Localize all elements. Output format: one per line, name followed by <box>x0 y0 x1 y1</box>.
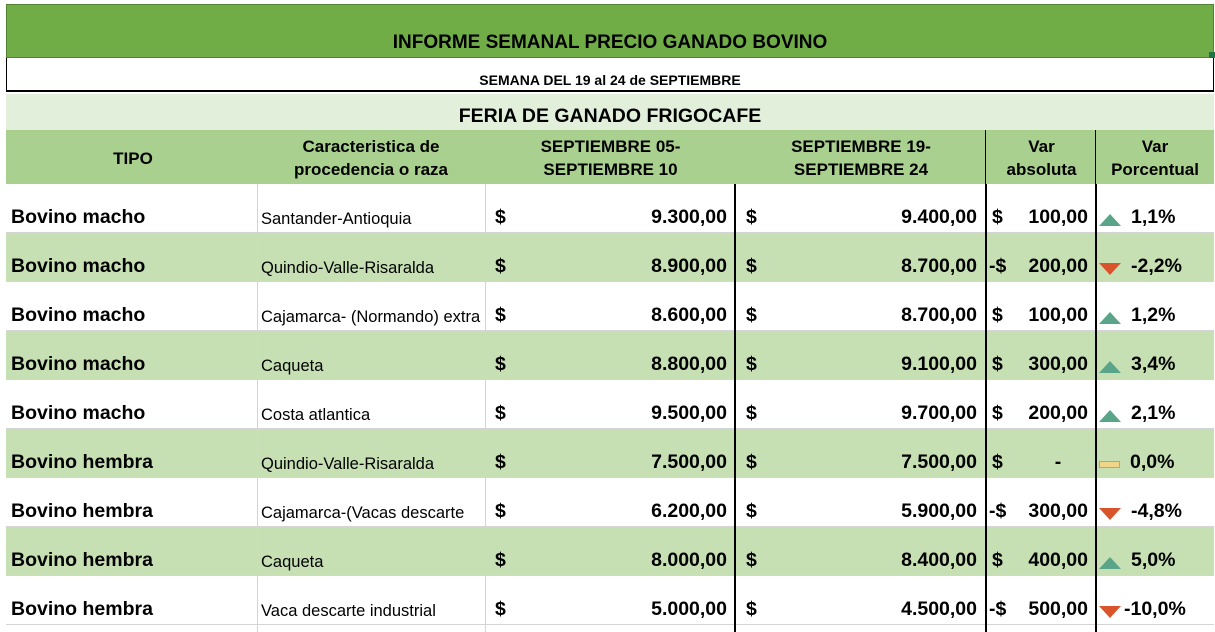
cell-currency-symbol[interactable]: $ <box>746 353 757 375</box>
cell-var-abs-sign[interactable]: -$ <box>989 255 1007 277</box>
column-divider <box>734 184 736 632</box>
trend-up-icon <box>1099 361 1121 373</box>
week-label[interactable]: SEMANA DEL 19 al 24 de SEPTIEMBRE <box>6 58 1214 92</box>
header-var-absoluta[interactable] <box>988 133 1095 183</box>
cell-var-pct[interactable] <box>1099 331 1212 380</box>
cell-price-period1[interactable]: 7.500,00 <box>651 451 727 473</box>
cell-var-pct-value: 0,0% <box>1130 451 1175 473</box>
trend-down-icon <box>1099 508 1121 520</box>
trend-up-icon <box>1099 410 1121 422</box>
cell-currency-symbol[interactable]: $ <box>495 549 506 571</box>
cell-currency-symbol[interactable]: $ <box>746 255 757 277</box>
report-title[interactable]: INFORME SEMANAL PRECIO GANADO BOVINO <box>6 4 1214 58</box>
cell-currency-symbol[interactable]: $ <box>746 206 757 228</box>
cell-var-pct[interactable] <box>1099 233 1212 282</box>
column-divider <box>985 130 986 184</box>
cell-tipo[interactable]: Bovino hembra <box>11 451 153 473</box>
cell-var-abs[interactable]: 300,00 <box>1028 500 1088 522</box>
cell-var-pct[interactable] <box>1099 478 1212 527</box>
cell-tipo[interactable]: Bovino macho <box>11 255 146 277</box>
trend-up-icon <box>1099 214 1121 226</box>
cell-var-abs[interactable]: 200,00 <box>1028 402 1088 424</box>
cell-procedencia[interactable]: Quindio-Valle-Risaralda <box>261 455 435 473</box>
cell-procedencia[interactable]: Vaca descarte industrial <box>261 602 436 620</box>
cell-procedencia[interactable]: Caqueta <box>261 357 324 375</box>
cell-var-pct[interactable] <box>1099 184 1212 233</box>
cell-var-abs-sign[interactable]: -$ <box>989 598 1007 620</box>
cell-currency-symbol[interactable]: $ <box>495 206 506 228</box>
cell-price-period1[interactable]: 9.500,00 <box>651 402 727 424</box>
cell-price-period2[interactable]: 8.700,00 <box>901 255 977 277</box>
cell-currency-symbol[interactable]: $ <box>495 304 506 326</box>
trend-flat-icon <box>1099 461 1120 468</box>
cell-tipo[interactable]: Bovino hembra <box>11 598 153 620</box>
cell-procedencia[interactable]: Cajamarca-(Vacas descarte <box>261 504 465 522</box>
cell-currency-symbol[interactable]: $ <box>746 598 757 620</box>
cell-currency-symbol[interactable]: $ <box>746 451 757 473</box>
cell-currency-symbol[interactable]: $ <box>495 353 506 375</box>
trend-up-icon <box>1099 312 1121 324</box>
header-procedencia-line2: procedencia o raza <box>293 160 448 179</box>
trend-down-icon <box>1099 606 1121 618</box>
cell-var-pct-value: -2,2% <box>1131 255 1182 277</box>
column-gridline <box>485 184 486 632</box>
header-period1-line1: SEPTIEMBRE 05- <box>540 137 681 156</box>
cell-tipo[interactable]: Bovino macho <box>11 304 146 326</box>
cell-price-period1[interactable]: 8.600,00 <box>651 304 727 326</box>
feria-title[interactable]: FERIA DE GANADO FRIGOCAFE <box>6 94 1214 130</box>
cell-var-abs[interactable]: 400,00 <box>1028 549 1088 571</box>
cell-currency-symbol[interactable]: $ <box>746 549 757 571</box>
cell-var-pct-value: -4,8% <box>1131 500 1182 522</box>
cell-price-period1[interactable]: 8.900,00 <box>651 255 727 277</box>
cell-price-period2[interactable]: 5.900,00 <box>901 500 977 522</box>
cell-var-pct-value: 5,0% <box>1131 549 1176 571</box>
header-var-pct-line2: Porcentual <box>1111 160 1199 179</box>
header-var-porcentual[interactable] <box>1098 133 1212 183</box>
header-var-abs-line1: Var <box>1028 137 1055 156</box>
cell-var-abs-sign[interactable]: $ <box>992 549 1003 571</box>
cell-currency-symbol[interactable]: $ <box>746 402 757 424</box>
cell-var-abs[interactable]: 300,00 <box>1028 353 1088 375</box>
cell-price-period1[interactable]: 8.800,00 <box>651 353 727 375</box>
cell-var-abs[interactable]: 100,00 <box>1028 206 1088 228</box>
cell-price-period1[interactable]: 6.200,00 <box>651 500 727 522</box>
header-period2-line1: SEPTIEMBRE 19- <box>791 137 931 156</box>
cell-var-pct-value: -10,0% <box>1124 598 1186 620</box>
header-period1[interactable] <box>487 133 734 183</box>
trend-down-icon <box>1099 263 1121 275</box>
cell-price-period1[interactable]: 8.000,00 <box>651 549 727 571</box>
cell-var-abs-sign[interactable]: -$ <box>989 500 1007 522</box>
cell-var-abs-sign[interactable]: $ <box>992 402 1003 424</box>
header-procedencia-line1: Caracteristica de <box>302 137 440 156</box>
header-period1-line2: SEPTIEMBRE 10 <box>543 160 678 179</box>
cell-currency-symbol[interactable]: $ <box>495 451 506 473</box>
cell-currency-symbol[interactable]: $ <box>495 598 506 620</box>
cell-price-period1[interactable]: 5.000,00 <box>651 598 727 620</box>
header-period2-line2: SEPTIEMBRE 24 <box>793 160 929 179</box>
cell-tipo[interactable]: Bovino hembra <box>11 549 153 571</box>
cell-var-abs[interactable]: - <box>1054 451 1062 473</box>
cell-price-period2[interactable]: 4.500,00 <box>901 598 977 620</box>
header-tipo[interactable] <box>11 133 255 183</box>
cell-price-period2[interactable]: 9.100,00 <box>901 353 977 375</box>
cell-procedencia[interactable]: Caqueta <box>261 553 324 571</box>
column-divider <box>1095 184 1097 632</box>
cell-currency-symbol[interactable]: $ <box>495 402 506 424</box>
column-gridline <box>257 184 258 632</box>
cell-var-pct-value: 1,1% <box>1131 206 1176 228</box>
cell-price-period2[interactable]: 7.500,00 <box>901 451 977 473</box>
cell-currency-symbol[interactable]: $ <box>495 500 506 522</box>
cell-price-period2[interactable]: 9.400,00 <box>901 206 977 228</box>
cell-var-pct[interactable] <box>1099 527 1212 576</box>
cell-price-period2[interactable]: 8.700,00 <box>901 304 977 326</box>
header-procedencia[interactable] <box>261 133 481 183</box>
cell-var-abs-sign[interactable]: $ <box>992 353 1003 375</box>
header-var-pct-line1: Var <box>1141 137 1169 156</box>
cell-procedencia[interactable]: Cajamarca- (Normando) extra <box>261 308 481 326</box>
cell-currency-symbol[interactable]: $ <box>746 304 757 326</box>
cell-var-pct-value: 3,4% <box>1131 353 1176 375</box>
cell-tipo[interactable]: Bovino hembra <box>11 500 153 522</box>
cell-var-pct[interactable] <box>1099 576 1212 625</box>
cell-tipo[interactable]: Bovino macho <box>11 353 146 375</box>
cell-var-abs-sign[interactable]: $ <box>992 206 1003 228</box>
cell-currency-symbol[interactable]: $ <box>746 500 757 522</box>
cell-var-pct[interactable] <box>1099 282 1212 331</box>
cell-price-period2[interactable]: 9.700,00 <box>901 402 977 424</box>
cell-price-period2[interactable]: 8.400,00 <box>901 549 977 571</box>
cell-var-pct-value: 1,2% <box>1131 304 1176 326</box>
header-period2[interactable] <box>737 133 985 183</box>
header-tipo-label: TIPO <box>113 148 153 168</box>
cell-var-abs[interactable]: 500,00 <box>1028 598 1088 620</box>
column-divider <box>985 184 987 632</box>
column-divider <box>1095 130 1096 184</box>
trend-up-icon <box>1099 557 1121 569</box>
cell-tipo[interactable]: Bovino macho <box>11 402 146 424</box>
cell-var-abs[interactable]: 200,00 <box>1028 255 1088 277</box>
cell-price-period1[interactable]: 9.300,00 <box>651 206 727 228</box>
cell-tipo[interactable]: Bovino macho <box>11 206 146 228</box>
cell-var-pct[interactable] <box>1099 380 1212 429</box>
cell-procedencia[interactable]: Costa atlantica <box>261 406 371 424</box>
cell-currency-symbol[interactable]: $ <box>495 255 506 277</box>
cell-var-abs[interactable]: 100,00 <box>1028 304 1088 326</box>
cell-var-abs-sign[interactable]: $ <box>992 451 1003 473</box>
cell-var-pct-value: 2,1% <box>1131 402 1176 424</box>
cell-var-abs-sign[interactable]: $ <box>992 304 1003 326</box>
cell-var-pct[interactable] <box>1099 429 1212 478</box>
header-var-abs-line2: absoluta <box>1006 160 1077 179</box>
cell-procedencia[interactable]: Quindio-Valle-Risaralda <box>261 259 435 277</box>
cell-procedencia[interactable]: Santander-Antioquia <box>261 210 412 228</box>
